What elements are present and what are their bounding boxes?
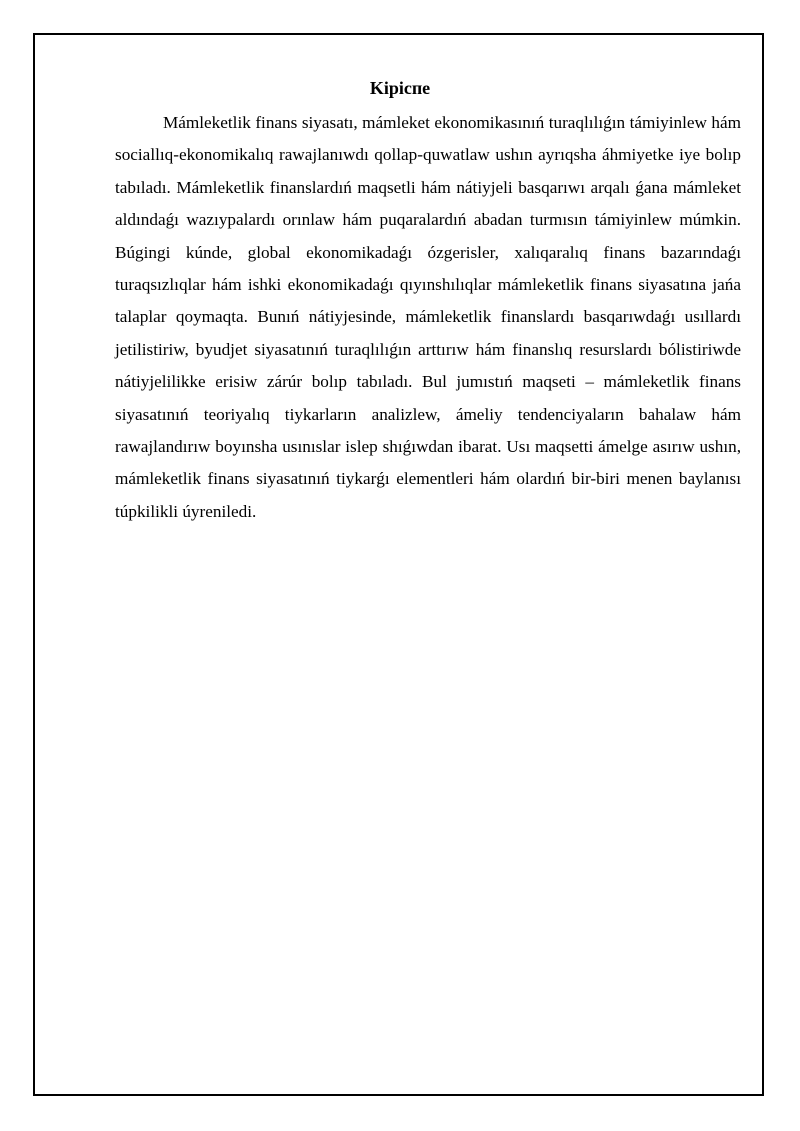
document-title: Kipicпe bbox=[369, 78, 431, 98]
body-paragraph: Mámleketlik finans siyasatı, mámleket ekonomikasınıń turaqlılıǵın támiyinlew hám sociallıq-ekonomikalıq rawajlanıwdı qollap-quwatlaw ushın ayrıqsha áhmiyetke iye bolıp tabıladı. Mámleketlik finanslardıń maqsetli hám nátiyjeli basqarıwı arqalı ǵana mámleket aldındaǵı wazıypalardı orınlaw hám puqaralardıń abadan turmısın támiyinlew múmkin. Búgingi kúnde, global ekonomikadaǵı ózgerisler, xalıqaralıq finans bazarındaǵı turaqsızlıqlar hám ishki ekonomikadaǵı qıyınshılıqlar mámleketlik finans siyasatına jańa talaplar qoymaqta. Bunıń nátiyjesinde, mámleketlik finanslardı basqarıwdaǵı usıllardı jetilistiriw, byudjet siyasatınıń turaqlılıǵın arttırıw hám finanslıq resurslardı bólistiriwde nátiyjelilikke erisiw zárúr bolıp tabıladı. Bul jumıstıń maqseti – mámleketlik finans siyasatınıń teoriyalıq tiykarların analizlew, ámeliy tendenciyaların bahalaw hám rawajlandırıw boyınsha usınıslar islep shıǵıwdan ibarat. Usı maqsetti ámelge asırıw ushın, mámleketlik finans siyasatınıń tiykarǵı elementleri hám olardıń bir-biri menen baylanısı túpkilikli úyreniledi. bbox=[115, 113, 741, 521]
